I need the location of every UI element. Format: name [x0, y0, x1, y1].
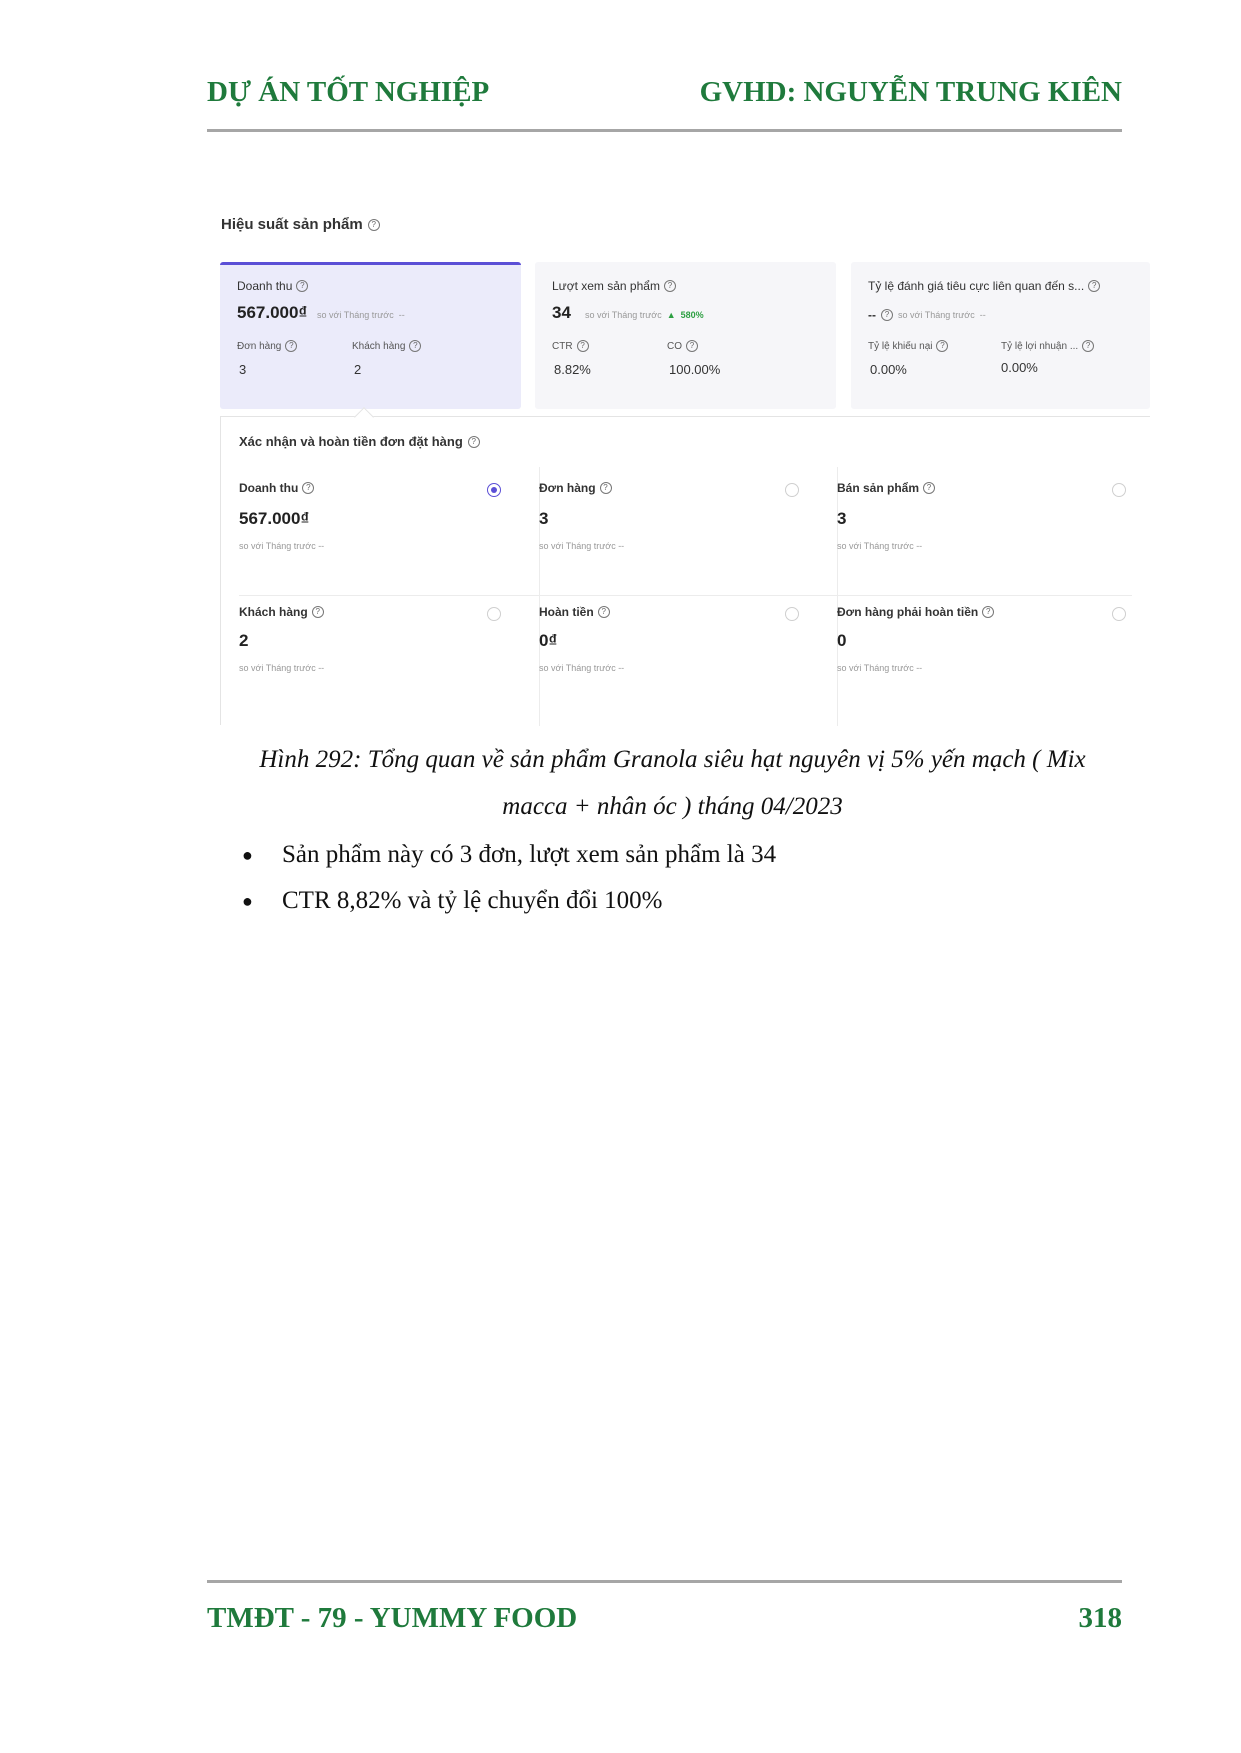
help-icon[interactable]: ? — [468, 436, 480, 448]
sub-value-return: 0.00% — [1001, 360, 1038, 375]
trend-up-icon: ▲ — [666, 310, 676, 320]
page-footer — [207, 1600, 1122, 1636]
sub-label-ctr: CTR ? — [552, 340, 589, 352]
sub-label-orders: Đơn hàng ? — [237, 340, 297, 352]
help-icon[interactable]: ? — [686, 340, 698, 352]
card-label: Doanh thu ? — [237, 279, 308, 293]
refund-panel — [220, 416, 1150, 725]
help-icon[interactable]: ? — [577, 340, 589, 352]
list-item: ● CTR 8,82% và tỷ lệ chuyển đổi 100% — [242, 878, 1122, 924]
help-icon[interactable]: ? — [664, 280, 676, 292]
help-icon[interactable]: ? — [598, 606, 610, 618]
metric-radio[interactable] — [1112, 607, 1126, 621]
help-icon[interactable]: ? — [881, 309, 893, 321]
metric-card-negative-rating[interactable] — [851, 262, 1150, 409]
list-item: ● Sản phẩm này có 3 đơn, lượt xem sản phẩm là 34 — [242, 832, 1122, 878]
advisor-name: GVHD: NGUYỄN TRUNG KIÊN — [699, 75, 1122, 108]
sub-value-ctr: 8.82% — [554, 362, 591, 377]
help-icon[interactable]: ? — [296, 280, 308, 292]
metric-orders-to-refund[interactable]: Đơn hàng phải hoàn tiền ? 0 so với Tháng trước -- — [819, 591, 1132, 711]
sub-value-complaint: 0.00% — [870, 362, 907, 377]
footer-divider — [207, 1580, 1122, 1583]
help-icon[interactable]: ? — [923, 482, 935, 494]
bullet-list — [242, 832, 1122, 924]
card-value: 567.000₫ — [237, 303, 308, 322]
metric-card-revenue[interactable] — [220, 262, 521, 409]
metric-radio[interactable] — [487, 607, 501, 621]
card-compare: so với Tháng trước ▲ 580% — [585, 310, 704, 320]
figure-caption: Hình 292: Tổng quan về sản phẩm Granola siêu hạt nguyên vị 5% yến mạch ( Mix macca + nhân óc ) tháng 04/2023 — [259, 746, 1086, 820]
sub-label-co: CO ? — [667, 340, 698, 352]
card-label: Lượt xem sản phẩm ? — [552, 279, 676, 293]
help-icon[interactable]: ? — [600, 482, 612, 494]
help-icon[interactable]: ? — [1088, 280, 1100, 292]
page-number: 318 — [1078, 1601, 1122, 1634]
metric-orders[interactable]: Đơn hàng ? 3 so với Tháng trước -- — [521, 467, 819, 587]
metric-radio[interactable] — [487, 483, 501, 497]
panel-title: Xác nhận và hoàn tiền đơn đặt hàng ? — [239, 434, 480, 449]
metric-radio[interactable] — [1112, 483, 1126, 497]
help-icon[interactable]: ? — [312, 606, 324, 618]
card-value-row: -- ? so với Tháng trước -- — [868, 308, 986, 322]
help-icon[interactable]: ? — [302, 482, 314, 494]
metric-radio[interactable] — [785, 607, 799, 621]
help-icon[interactable]: ? — [285, 340, 297, 352]
section-title: Hiệu suất sản phẩm ? — [221, 216, 380, 233]
help-icon[interactable]: ? — [1082, 340, 1094, 352]
footer-title: TMĐT - 79 - YUMMY FOOD — [207, 1601, 578, 1634]
metric-refund[interactable]: Hoàn tiền ? 0₫ so với Tháng trước -- — [521, 591, 819, 711]
metric-customers[interactable]: Khách hàng ? 2 so với Tháng trước -- — [221, 591, 521, 711]
sub-value-customers: 2 — [354, 362, 362, 377]
metric-card-views[interactable] — [535, 262, 836, 409]
metric-radio[interactable] — [785, 483, 799, 497]
metric-revenue[interactable]: Doanh thu ? 567.000₫ so với Tháng trước -- — [221, 467, 521, 587]
sub-label-complaint: Tỷ lệ khiếu nại ? — [868, 340, 948, 352]
card-label: Tỷ lệ đánh giá tiêu cực liên quan đến s... ? — [868, 279, 1100, 293]
help-icon[interactable]: ? — [409, 340, 421, 352]
header-divider — [207, 129, 1122, 132]
dashboard-screenshot — [215, 200, 1150, 725]
card-value: 34 — [552, 303, 571, 322]
sub-label-customers: Khách hàng ? — [352, 340, 421, 352]
sub-value-co: 100.00% — [669, 362, 721, 377]
page-header — [207, 74, 1122, 110]
sub-value-orders: 3 — [239, 362, 247, 377]
metric-products-sold[interactable]: Bán sản phẩm ? 3 so với Tháng trước -- — [819, 467, 1132, 587]
sub-label-return: Tỷ lệ lợi nhuận ... ? — [1001, 340, 1094, 352]
card-compare: so với Tháng trước -- — [317, 310, 405, 320]
project-title: DỰ ÁN TỐT NGHIỆP — [207, 75, 490, 108]
help-icon[interactable]: ? — [982, 606, 994, 618]
help-icon[interactable]: ? — [368, 219, 380, 231]
help-icon[interactable]: ? — [936, 340, 948, 352]
